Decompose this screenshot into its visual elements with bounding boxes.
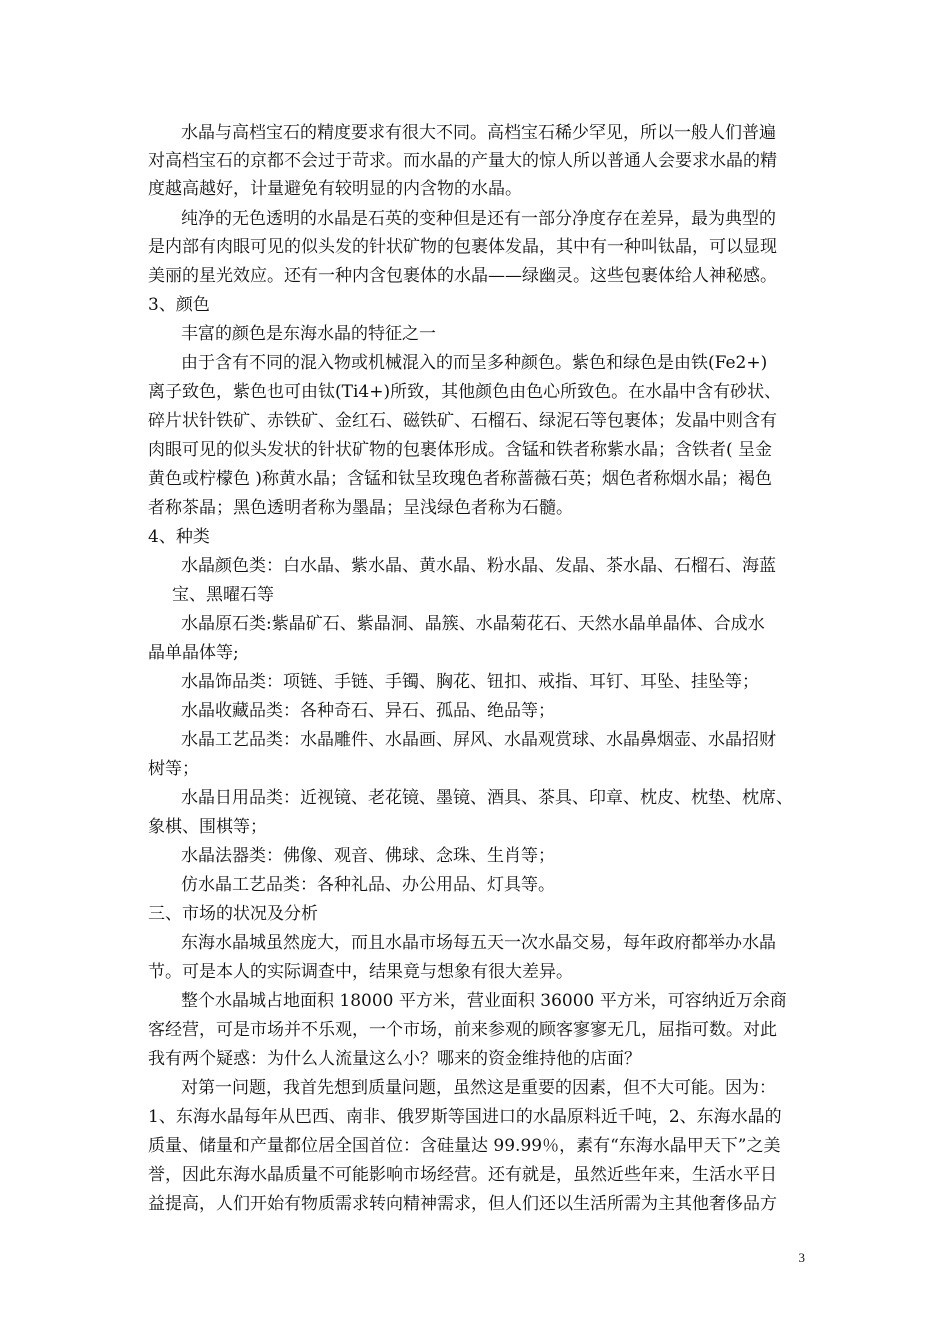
paragraph-line: 度越高越好，计量避免有较明显的内含物的水晶。: [148, 179, 522, 199]
list-item: 晶单晶体等;: [148, 643, 239, 663]
list-item: 水晶收藏品类：各种奇石、异石、孤品、绝品等；: [181, 701, 555, 721]
paragraph-line: 益提高，人们开始有物质需求转向精神需求，但人们还以生活所需为主其他奢侈品方: [148, 1194, 777, 1214]
paragraph-line: 者称茶晶；黑色透明者称为墨晶；呈浅绿色者称为石髓。: [148, 498, 573, 518]
paragraph-line: 丰富的颜色是东海水晶的特征之一: [181, 324, 436, 344]
paragraph-line: 纯净的无色透明的水晶是石英的变种但是还有一部分净度存在差异，最为典型的: [181, 209, 776, 229]
paragraph-line: 肉眼可见的似头发状的针状矿物的包裹体形成。含锰和铁者称紫水晶；含铁者( 呈金: [148, 440, 773, 460]
paragraph-line: 整个水晶城占地面积 18000 平方米，营业面积 36000 平方米，可容纳近万余商: [181, 991, 787, 1011]
paragraph-line: 碎片状针铁矿、赤铁矿、金红石、磁铁矿、石榴石、绿泥石等包裹体；发晶中则含有: [148, 411, 777, 431]
paragraph-line: 东海水晶城虽然庞大，而且水晶市场每五天一次水晶交易，每年政府都举办水晶: [181, 933, 776, 953]
list-item: 宝、黑曜石等: [172, 585, 274, 605]
paragraph-line: 1、东海水晶每年从巴西、南非、俄罗斯等国进口的水晶原料近千吨，2、东海水晶的: [148, 1107, 782, 1127]
list-item: 水晶工艺品类：水晶雕件、水晶画、屏风、水晶观赏球、水晶鼻烟壶、水晶招财: [181, 730, 776, 750]
paragraph-line: 质量、储量和产量都位居全国首位：含硅量达 99.99％，素有“东海水晶甲天下”之美: [148, 1136, 781, 1156]
paragraph-line: 我有两个疑惑：为什么人流量这么小？哪来的资金维持他的店面？: [148, 1049, 641, 1069]
page-number: 3: [798, 1250, 805, 1265]
list-item: 树等；: [148, 759, 199, 779]
paragraph-line: 水晶与高档宝石的精度要求有很大不同。高档宝石稀少罕见，所以一般人们普遍: [181, 123, 776, 143]
list-item: 水晶饰品类：项链、手链、手镯、胸花、钮扣、戒指、耳钉、耳坠、挂坠等；: [181, 672, 759, 692]
list-item: 象棋、围棋等；: [148, 817, 267, 837]
section-heading: 4、种类: [148, 527, 210, 547]
paragraph-line: 客经营，可是市场并不乐观，一个市场，前来参观的顾客寥寥无几，屈指可数。对此: [148, 1020, 777, 1040]
section-heading: 三、市场的状况及分析: [148, 904, 318, 924]
list-item: 水晶日用品类：近视镜、老花镜、墨镜、酒具、茶具、印章、枕皮、枕垫、枕席、: [181, 788, 793, 808]
list-item: 水晶法器类：佛像、观音、佛球、念珠、生肖等；: [181, 846, 555, 866]
list-item: 仿水晶工艺品类：各种礼品、办公用品、灯具等。: [181, 875, 555, 895]
paragraph-line: 对第一问题，我首先想到质量问题，虽然这是重要的因素，但不大可能。因为：: [181, 1078, 776, 1098]
section-heading: 3、颜色: [148, 295, 210, 315]
paragraph-line: 黄色或柠檬色 )称黄水晶；含锰和钛呈玫瑰色者称蔷薇石英；烟色者称烟水晶；褐色: [148, 469, 773, 489]
paragraph-line: 节。可是本人的实际调查中，结果竟与想象有很大差异。: [148, 962, 573, 982]
paragraph-line: 是内部有肉眼可见的似头发的针状矿物的包裹体发晶，其中有一种叫钛晶，可以显现: [148, 237, 777, 257]
paragraph-line: 誉，因此东海水晶质量不可能影响市场经营。还有就是，虽然近些年来，生活水平日: [148, 1165, 777, 1185]
paragraph-line: 离子致色，紫色也可由钛(Ti4+)所致，其他颜色由色心所致色。在水晶中含有砂状、: [148, 382, 782, 402]
paragraph-line: 美丽的星光效应。还有一种内含包裹体的水晶——绿幽灵。这些包裹体给人神秘感。: [148, 266, 777, 286]
paragraph-line: 对高档宝石的京都不会过于苛求。而水晶的产量大的惊人所以普通人会要求水晶的精: [148, 151, 777, 171]
paragraph-line: 由于含有不同的混入物或机械混入的而呈多种颜色。紫色和绿色是由铁(Fe2+): [181, 353, 768, 373]
list-item: 水晶原石类:紫晶矿石、紫晶洞、晶簇、水晶菊花石、天然水晶单晶体、合成水: [181, 614, 765, 634]
list-item: 水晶颜色类：白水晶、紫水晶、黄水晶、粉水晶、发晶、茶水晶、石榴石、海蓝: [181, 556, 776, 576]
